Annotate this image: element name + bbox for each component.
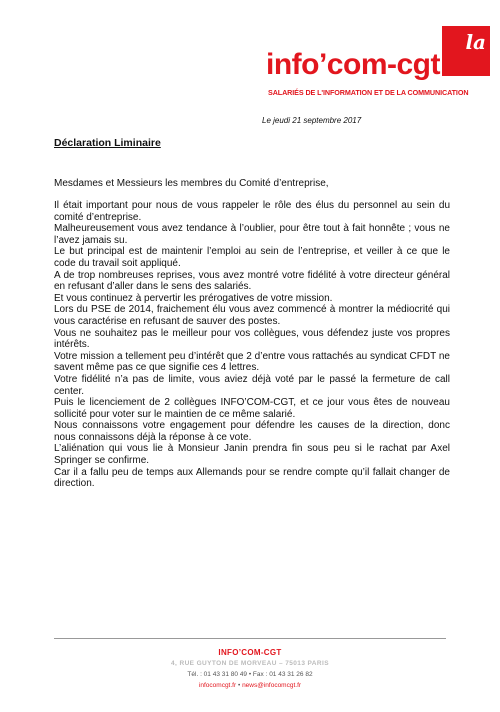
paragraph: Et vous continuez à pervertir les prérogatives de votre mission. — [54, 292, 333, 304]
paragraph: A de trop nombreuses reprises, vous avez montré votre fidélité à votre directeur général en refusant d’aller dans le sens des salariés. — [54, 269, 450, 293]
paragraph: Vous ne souhaitez pas le meilleur pour vos collègues, vous défendez juste vos propres intérêts. — [54, 327, 450, 351]
declaration-body — [54, 200, 450, 490]
footer-contact — [0, 682, 500, 689]
logo-name-part-2: -cgt — [387, 48, 440, 81]
logo-badge-text: la — [465, 30, 486, 54]
paragraph: Le but principal est de maintenir l’emploi au sein de l’entreprise, et veiller à ce que le code du travail soit appliqué. — [54, 246, 450, 269]
paragraph: Votre fidélité n’a pas de limite, vous aviez déjà voté par le passé la fermeture de call center. — [54, 373, 450, 397]
footer-website-link[interactable]: infocomcgt.fr — [198, 682, 237, 689]
logo-wordmark — [266, 48, 440, 82]
footer-address: 4, RUE GUYTON DE MORVEAU – 75013 PARIS — [171, 660, 329, 667]
infocom-cgt-logo — [264, 26, 494, 102]
footer-phone-fax: Tél. : 01 43 31 80 49 • Fax : 01 43 31 26 82 — [187, 671, 313, 678]
paragraph: Il était important pour nous de vous rappeler le rôle des élus du personnel au sein du comité d’entreprise. — [54, 200, 450, 223]
paragraph: Votre mission a tellement peu d’intérêt que 2 d’entre vous rattachés au syndicat CFDT ne savent même pas ce que signifie ces 4 lettres. — [54, 350, 450, 374]
footer-organization: INFO’COM-CGT — [218, 648, 282, 657]
document-title: Déclaration Liminaire — [54, 137, 161, 149]
paragraph: Lors du PSE de 2014, fraichement élu vous avez commencé à montrer la médiocrité qui vous caractérise en refusant de sauver des postes. — [54, 304, 450, 327]
footer-divider — [54, 638, 446, 639]
footer-separator: • — [237, 682, 241, 689]
footer-email-link[interactable]: news@infocomcgt.fr — [242, 682, 302, 689]
paragraph: Car il a fallu peu de temps aux Allemands pour se rendre compte qu’il fallait changer de direction. — [54, 466, 450, 490]
paragraph: L’aliénation qui vous lie à Monsieur Janin prendra fin sous peu si le rachat par Axel Springer se confirme. — [54, 443, 450, 467]
paragraph: Malheureusement vous avez tendance à l’oublier, pour être tout à fait honnête ; vous ne l’avez jamais su. — [54, 223, 450, 246]
salutation: Mesdames et Messieurs les membres du Comité d’entreprise, — [54, 178, 329, 189]
logo-tagline: SALARIÉS DE L'INFORMATION ET DE LA COMMUNICATION — [268, 88, 469, 97]
document-date: Le jeudi 21 septembre 2017 — [262, 116, 362, 125]
paragraph: Nous connaissons votre engagement pour défendre les causes de la direction, donc nous connaissons déjà la réponse à ce vote. — [54, 420, 450, 443]
logo-name-part-1: info’com — [266, 48, 387, 81]
paragraph: Puis le licenciement de 2 collègues INFO’COM-CGT, et ce jour vous êtes de nouveau sollicité pour voter sur le maintien de ce même salarié. — [54, 397, 450, 420]
